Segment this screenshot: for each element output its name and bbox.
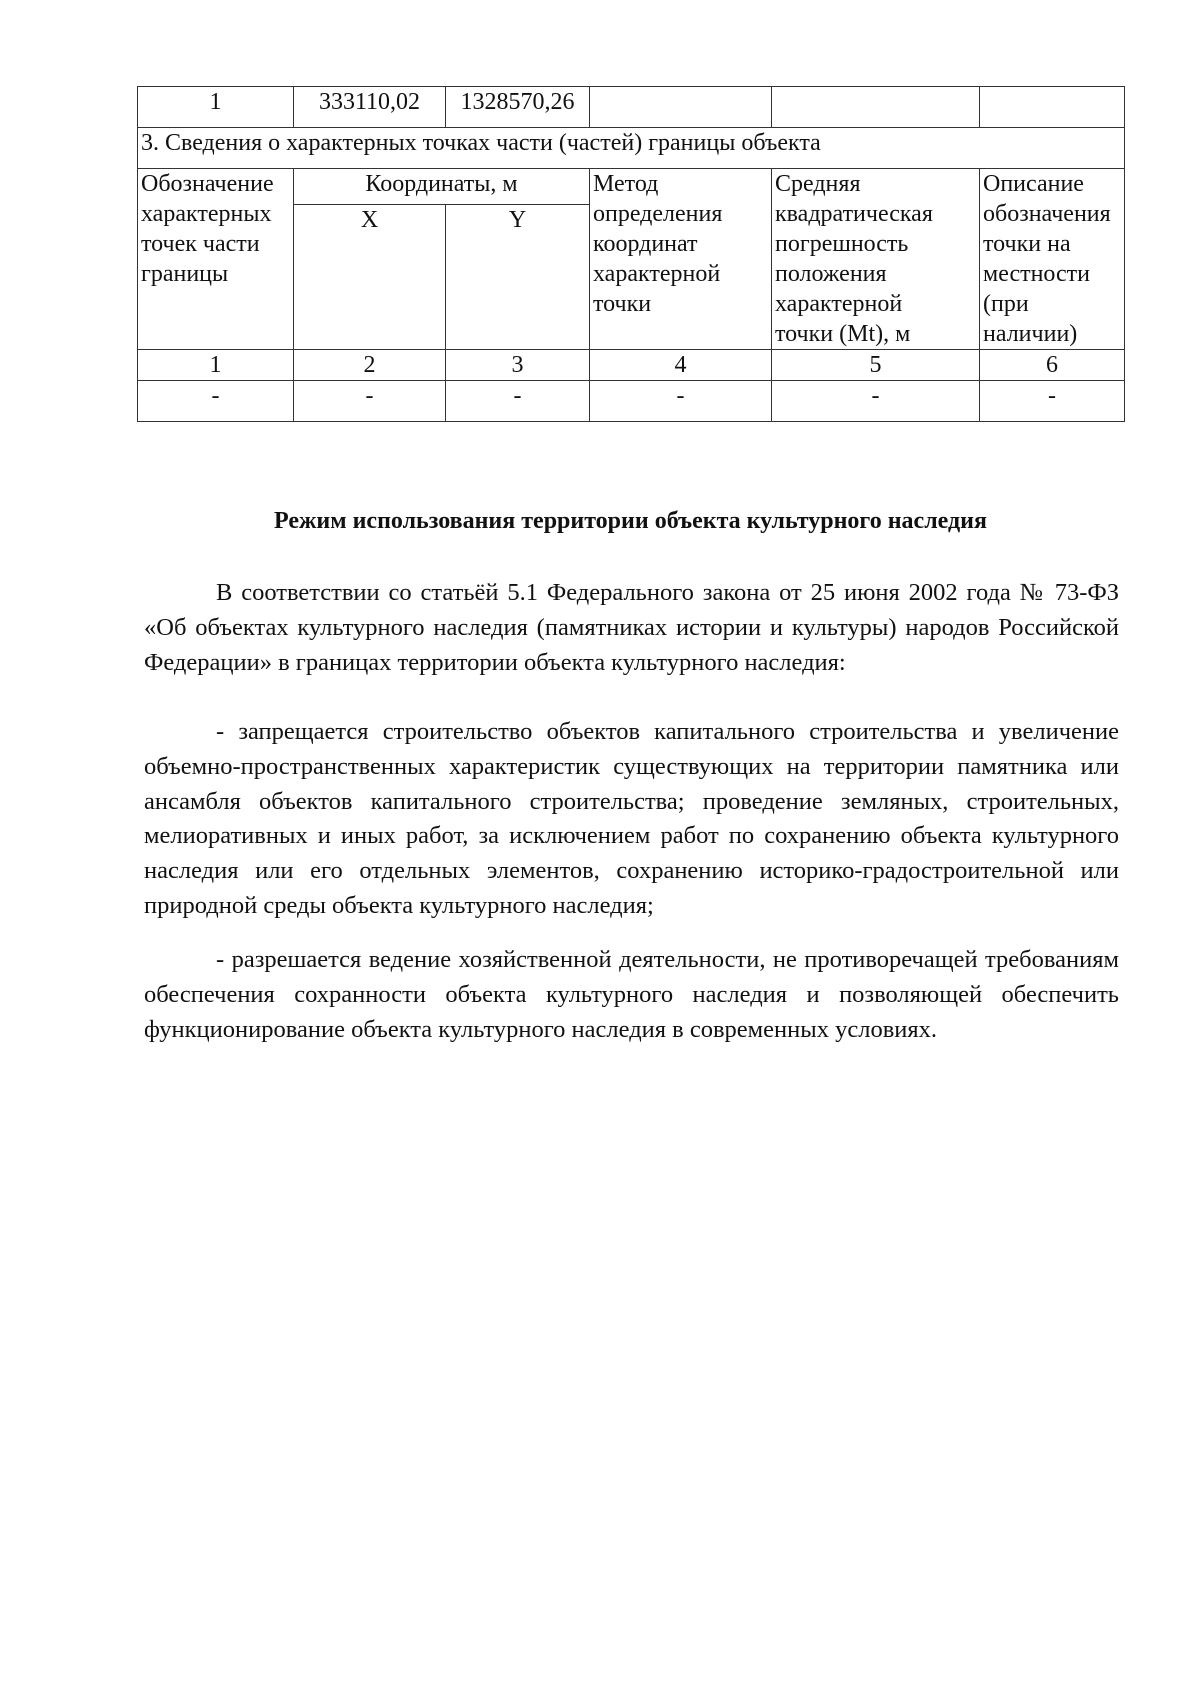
cell-x-coordinate: 333110,02 [294, 87, 446, 128]
regime-paragraph-permitted: - разрешается ведение хозяйственной деятельности, не противоречащей требованиям обеспечения сохранности объекта культурного наследия и позволяющей обеспечить функционирование объекта культурного наследия в современных условиях. [144, 946, 1119, 1043]
boundary-points-table [137, 86, 1125, 422]
header-designation: Обозначение характерных точек части границы [138, 169, 294, 350]
dash-cell: - [446, 381, 590, 422]
header-coordinates: Координаты, м [294, 169, 590, 205]
column-number: 1 [138, 350, 294, 381]
dash-cell: - [294, 381, 446, 422]
cell-point-number: 1 [138, 87, 294, 128]
column-number: 2 [294, 350, 446, 381]
table-row-empty [138, 381, 1125, 422]
cell-method [590, 87, 772, 128]
table-row-point-1 [138, 87, 1125, 128]
cell-error [772, 87, 980, 128]
dash-cell: - [138, 381, 294, 422]
dash-cell: - [772, 381, 980, 422]
header-description: Описание обозначения точки на местности (при наличии) [980, 169, 1125, 350]
column-number: 6 [980, 350, 1125, 381]
section-title-cell: 3. Сведения о характерных точках части (частей) границы объекта [138, 128, 1125, 169]
header-y: Y [446, 204, 590, 349]
column-number: 4 [590, 350, 772, 381]
header-x: X [294, 204, 446, 349]
table-row-section-title [138, 128, 1125, 169]
table-header-row [138, 169, 1125, 205]
regime-paragraph-intro: В соответствии со статьёй 5.1 Федерального закона от 25 июня 2002 года № 73-ФЗ «Об объектах культурного наследия (памятниках истории и культуры) народов Российской Федерации» в границах территории объекта культурного наследия: [144, 579, 1119, 676]
regime-title: Режим использования территории объекта культурного наследия [274, 508, 987, 534]
dash-cell: - [590, 381, 772, 422]
table-row-column-numbers [138, 350, 1125, 381]
column-number: 5 [772, 350, 980, 381]
header-method: Метод определения координат характерной точки [590, 169, 772, 350]
header-error: Средняя квадратическая погрешность положения характерной точки (Mt), м [772, 169, 980, 350]
column-number: 3 [446, 350, 590, 381]
cell-y-coordinate: 1328570,26 [446, 87, 590, 128]
dash-cell: - [980, 381, 1125, 422]
cell-description [980, 87, 1125, 128]
regime-paragraph-prohibited: - запрещается строительство объектов капитального строительства и увеличение объемно-пространственных характеристик существующих на территории памятника или ансамбля объектов капитального строительства; проведение земляных, строительных, мелиоративных и иных работ, за исключением работ по сохранению объекта культурного наследия или его отдельных элементов, сохранению историко-градостроительной или природной среды объекта культурного наследия; [144, 718, 1119, 919]
